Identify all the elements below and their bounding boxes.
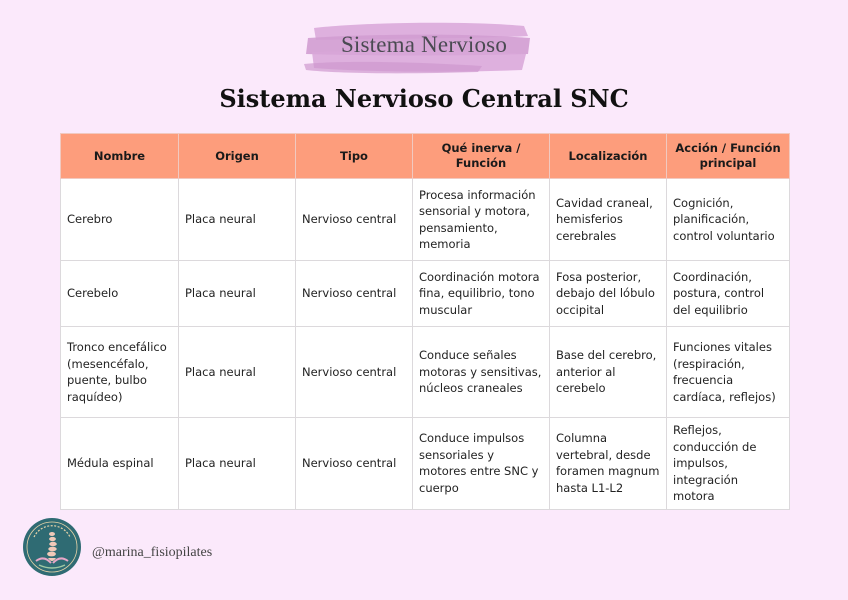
cell-funcion: Conduce impulsos sensoriales y motores entre SNC y cuerpo — [413, 418, 550, 510]
cell-funcion: Coordinación motora fina, equilibrio, tono muscular — [413, 261, 550, 327]
cell-origen: Placa neural — [179, 418, 296, 510]
cell-nombre: Médula espinal — [61, 418, 179, 510]
table-row — [61, 179, 790, 261]
header-origen: Origen — [179, 134, 296, 179]
cell-accion: Cognición, planificación, control voluntario — [667, 179, 790, 261]
cell-tipo: Nervioso central — [296, 261, 413, 327]
spine-logo-icon — [22, 517, 82, 577]
cell-nombre: Cerebro — [61, 179, 179, 261]
cell-accion: Funciones vitales (respiración, frecuencia cardíaca, reflejos) — [667, 327, 790, 418]
header-tipo: Tipo — [296, 134, 413, 179]
cell-accion: Reflejos, conducción de impulsos, integración motora — [667, 418, 790, 510]
cell-funcion: Procesa información sensorial y motora, pensamiento, memoria — [413, 179, 550, 261]
cell-tipo: Nervioso central — [296, 418, 413, 510]
nervous-system-table — [60, 133, 789, 510]
header-nombre: Nombre — [61, 134, 179, 179]
kicker-label: Sistema Nervioso — [340, 32, 508, 57]
cell-localizacion: Base del cerebro, anterior al cerebelo — [550, 327, 667, 418]
table-row — [61, 261, 790, 327]
header-localizacion: Localización — [550, 134, 667, 179]
header-accion: Acción / Función principal — [667, 134, 790, 179]
kicker-banner — [0, 20, 848, 76]
cell-origen: Placa neural — [179, 261, 296, 327]
cell-tipo: Nervioso central — [296, 327, 413, 418]
cell-tipo: Nervioso central — [296, 179, 413, 261]
cell-funcion: Conduce señales motoras y sensitivas, núcleos craneales — [413, 327, 550, 418]
cell-nombre: Cerebelo — [61, 261, 179, 327]
cell-origen: Placa neural — [179, 327, 296, 418]
cell-localizacion: Cavidad craneal, hemisferios cerebrales — [550, 179, 667, 261]
page-title: Sistema Nervioso Central SNC — [219, 84, 629, 113]
cell-accion: Coordinación, postura, control del equilibrio — [667, 261, 790, 327]
header-funcion: Qué inerva / Función — [413, 134, 550, 179]
table-row — [61, 327, 790, 418]
cell-localizacion: Fosa posterior, debajo del lóbulo occipital — [550, 261, 667, 327]
cell-origen: Placa neural — [179, 179, 296, 261]
social-handle: @marina_fisiopilates — [92, 545, 213, 560]
table-header-row — [61, 134, 790, 179]
table-row — [61, 418, 790, 510]
cell-localizacion: Columna vertebral, desde foramen magnum hasta L1-L2 — [550, 418, 667, 510]
cell-nombre: Tronco encefálico (mesencéfalo, puente, bulbo raquídeo) — [61, 327, 179, 418]
